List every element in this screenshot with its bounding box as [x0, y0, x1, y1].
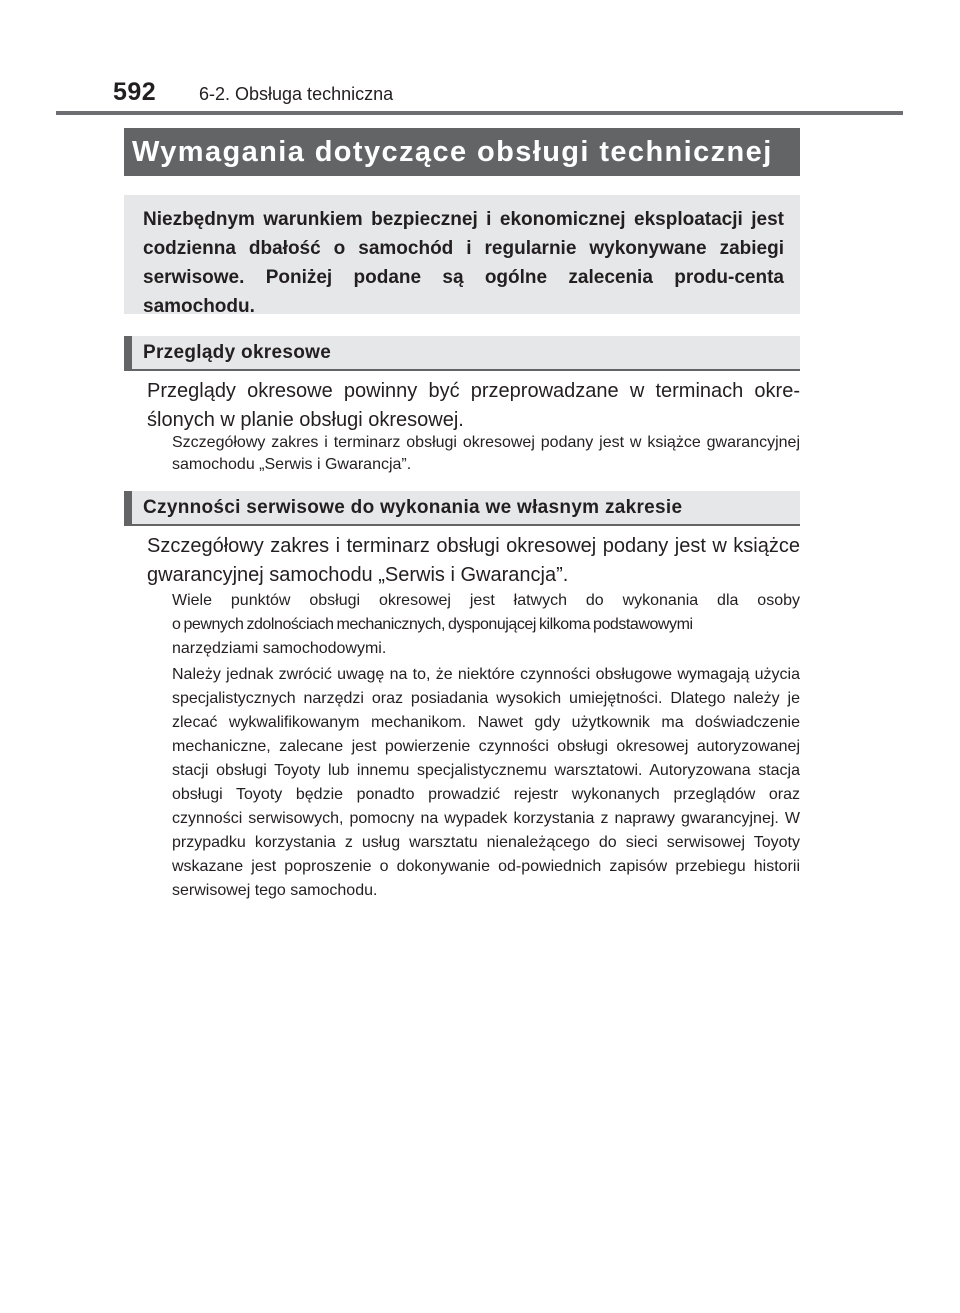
subheading-diy-service: Czynności serwisowe do wykonania we własnym zakresie — [124, 491, 800, 526]
subheading-periodic-inspections: Przeglądy okresowe — [124, 336, 800, 371]
note-paragraph-diy-caution: Należy jednak zwrócić uwagę na to, że niektóre czynności obsługowe wymagają użycia specjalistycznych narzędzi oraz posiadania wysokich umiejętności. Dlatego należy je zlecać wykwalifikowanym mechanikom. Nawet gdy użytkownik ma doświadczenie mechaniczne, zalecane jest powierzenie czynności obsługi okresowej autoryzowanej stacji obsługi Toyoty lub innemu specjalistycznemu warsztatowi. Autoryzowana stacja obsługi Toyoty będzie ponadto prowadzić rejestr wykonanych przeglądów oraz czynności serwisowych, pomocny na wypadek korzystania z naprawy gwarancyjnej. W przypadku korzystania z usług warsztatu nienależącego do sieci serwisowej Toyoty wskazane jest poproszenie o dokonywanie od-powiednich zapisów przebiegu historii serwisowej tego samochodu. — [172, 666, 800, 899]
note-line: o pewnych zdolnościach mechanicznych, dysponującej kilkoma podstawowymi — [172, 616, 693, 633]
header-rule — [56, 111, 903, 115]
page-title-bar — [124, 128, 800, 176]
intro-box: Niezbędnym warunkiem bezpiecznej i ekonomicznej eksploatacji jest codzienna dbałość o samochód i regularnie wykonywane zabiegi serwisowe. Poniżej podane są ogólne zalecenia produ-centa samochodu. — [124, 195, 800, 314]
note-line: Wiele punktów obsługi okresowej jest łatwych do wykonania dla osoby — [172, 592, 800, 609]
lead-paragraph-periodic: Przeglądy okresowe powinny być przeprowadzane w terminach okre-ślonych w planie obsługi okresowej. — [147, 380, 800, 431]
lead-paragraph-diy: Szczegółowy zakres i terminarz obsługi okresowej podany jest w książce gwarancyjnej samochodu „Serwis i Gwarancja”. — [147, 535, 800, 586]
page-title: Wymagania dotyczące obsługi technicznej — [132, 135, 773, 168]
section-label: 6-2. Obsługa techniczna — [199, 84, 394, 104]
note-line: narzędziami samochodowymi. — [172, 640, 387, 657]
note-paragraph-diy-easy — [172, 589, 800, 661]
note-paragraph-periodic: Szczegółowy zakres i terminarz obsługi okresowej podany jest w książce gwarancyjnej samochodu „Serwis i Gwarancja”. — [172, 434, 800, 473]
page-number: 592 — [113, 78, 157, 106]
